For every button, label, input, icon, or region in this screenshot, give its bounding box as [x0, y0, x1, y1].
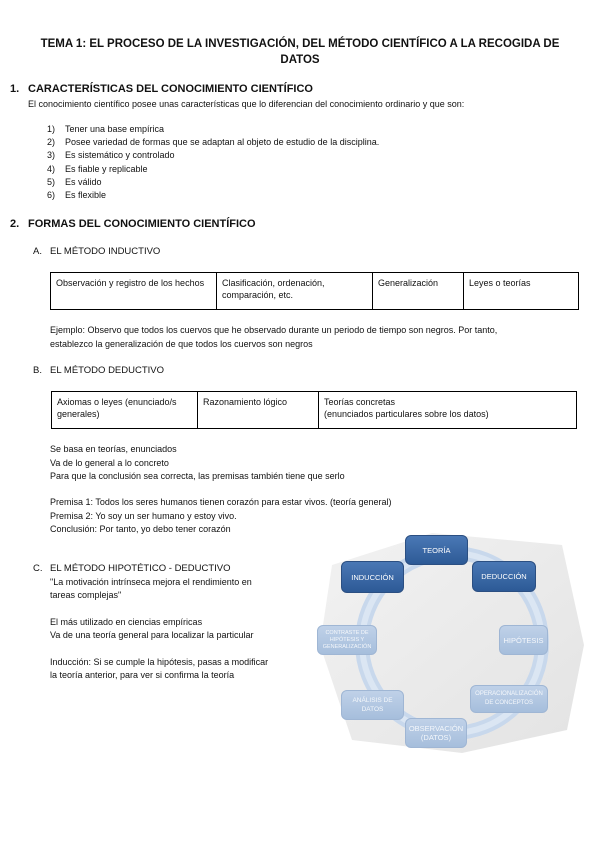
page-title: TEMA 1: EL PROCESO DE LA INVESTIGACIÓN, DEL MÉTODO CIENTÍFICO A LA RECOGIDA DE DATOS [40, 38, 560, 66]
table-cell: Generalización [373, 273, 464, 310]
inductive-example-line-2: establezco la generalización de que todos los cuervos son negros [50, 339, 313, 349]
node-teoria: TEORÍA [405, 535, 468, 565]
list-item: 3) Es sistemático y controlado [47, 150, 175, 161]
list-item: 5) Es válido [47, 176, 102, 187]
subsection-b-title: EL MÉTODO DEDUCTIVO [50, 365, 165, 376]
list-item: 2) Posee variedad de formas que se adaptan al objeto de estudio de la disciplina. [47, 137, 380, 148]
node-observacion: OBSERVACIÓN (DATOS) [405, 718, 467, 748]
hypothesis-quote-line-1: "La motivación intrínseca mejora el rendimiento en [50, 577, 252, 587]
list-item: 1) Tener una base empírica [47, 124, 165, 134]
hypothetico-deductive-cycle [312, 525, 588, 757]
table-cell: Razonamiento lógico [198, 392, 319, 429]
hd-line-1: El más utilizado en ciencias empíricas [50, 617, 203, 627]
node-induccion: INDUCCIÓN [341, 561, 404, 593]
table-cell-line: (enunciados particulares sobre los datos) [324, 409, 489, 419]
deductive-line: Va de lo general a lo concreto [50, 458, 169, 468]
table-cell: Clasificación, ordenación, comparación, etc. [217, 273, 373, 310]
premise-line: Premisa 1: Todos los seres humanos tienen corazón para estar vivos. (teoría general) [50, 497, 392, 507]
subsection-b-label: B. [33, 365, 42, 376]
table-cell-line: Teorías concretas [324, 397, 396, 407]
section-2-number: 2. [10, 218, 20, 230]
node-contraste: CONTRASTE DE HIPÓTESIS Y GENERALIZACIÓN [317, 625, 377, 655]
table-cell [319, 392, 577, 429]
table-cell: Observación y registro de los hechos [51, 273, 217, 310]
premise-line: Premisa 2: Yo soy un ser humano y estoy vivo. [50, 511, 237, 521]
subsection-c-title: EL MÉTODO HIPOTÉTICO - DEDUCTIVO [50, 563, 231, 574]
hypothesis-quote-line-2: tareas complejas" [50, 590, 122, 600]
induction-line-2: la teoría anterior, para ver si confirma la teoría [50, 670, 235, 680]
inductive-example-line-1: Ejemplo: Observo que todos los cuervos que he observado durante un periodo de tiempo son negros. Por tanto, [50, 325, 498, 335]
subsection-a-title: EL MÉTODO INDUCTIVO [50, 246, 161, 257]
node-deduccion: DEDUCCIÓN [472, 561, 536, 592]
hd-line-2: Va de una teoría general para localizar la particular [50, 630, 254, 640]
section-1-intro: El conocimiento científico posee unas características que lo diferencian del conocimiento ordinario y que son: [28, 99, 465, 109]
section-1-heading: CARACTERÍSTICAS DEL CONOCIMIENTO CIENTÍFICO [28, 83, 313, 95]
table-cell: Leyes o teorías [464, 273, 579, 310]
deductive-line: Para que la conclusión sea correcta, las premisas también tiene que serlo [50, 471, 345, 481]
inductive-method-table [50, 272, 579, 310]
subsection-c-label: C. [33, 563, 43, 574]
list-item: 6) Es flexible [47, 190, 107, 201]
node-hipotesis: HIPÓTESIS [499, 625, 548, 655]
induction-line-1: Inducción: Si se cumple la hipótesis, pasas a modificar [50, 657, 269, 667]
subsection-a-label: A. [33, 246, 42, 257]
node-operacionalizacion: OPERACIONALIZACIÓN DE CONCEPTOS [470, 685, 548, 713]
characteristics-list [47, 123, 379, 202]
list-item: 4) Es fiable y replicable [47, 163, 148, 174]
table-cell: Axiomas o leyes (enunciado/s generales) [52, 392, 198, 429]
premise-line: Conclusión: Por tanto, yo debo tener corazón [50, 524, 231, 534]
deductive-method-table [51, 391, 577, 429]
node-analisis: ANÁLISIS DE DATOS [341, 690, 404, 720]
deductive-line: Se basa en teorías, enunciados [50, 444, 177, 454]
section-2-heading: FORMAS DEL CONOCIMIENTO CIENTÍFICO [28, 218, 256, 230]
section-1-number: 1. [10, 83, 20, 95]
